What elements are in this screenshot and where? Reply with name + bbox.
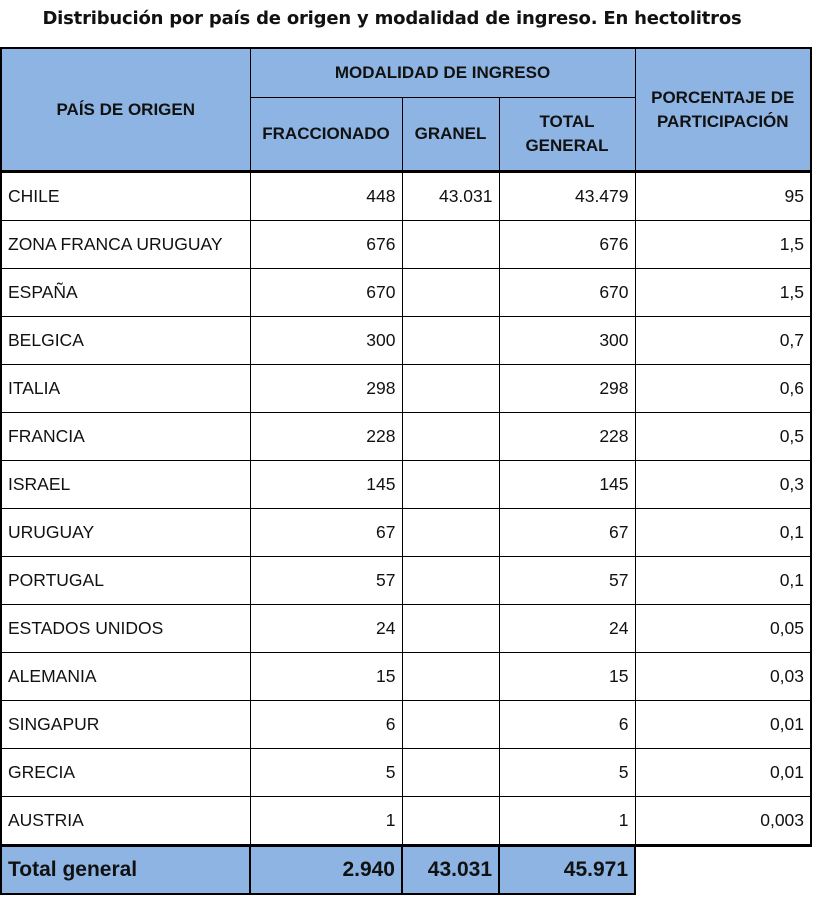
granel-cell bbox=[402, 701, 499, 749]
table-row bbox=[1, 269, 811, 317]
total-cell: 1 bbox=[499, 797, 635, 846]
percentage-cell: 0,3 bbox=[635, 461, 811, 509]
country-cell: ESPAÑA bbox=[1, 269, 250, 317]
percentage-cell: 1,5 bbox=[635, 221, 811, 269]
percentage-cell: 1,5 bbox=[635, 269, 811, 317]
fraccionado-cell: 6 bbox=[250, 701, 402, 749]
fraccionado-cell: 676 bbox=[250, 221, 402, 269]
header-porcentaje: PORCENTAJE DE PARTICIPACIÓN bbox=[635, 48, 811, 172]
granel-cell bbox=[402, 317, 499, 365]
fraccionado-cell: 145 bbox=[250, 461, 402, 509]
table-row bbox=[1, 221, 811, 269]
fraccionado-cell: 300 bbox=[250, 317, 402, 365]
header-total: TOTAL GENERAL bbox=[499, 98, 635, 172]
total-cell: 670 bbox=[499, 269, 635, 317]
total-cell: 6 bbox=[499, 701, 635, 749]
country-cell: SINGAPUR bbox=[1, 701, 250, 749]
fraccionado-cell: 1 bbox=[250, 797, 402, 846]
country-cell: ZONA FRANCA URUGUAY bbox=[1, 221, 250, 269]
total-cell: 145 bbox=[499, 461, 635, 509]
table-row bbox=[1, 317, 811, 365]
country-cell: ESTADOS UNIDOS bbox=[1, 605, 250, 653]
total-cell: 5 bbox=[499, 749, 635, 797]
fraccionado-cell: 5 bbox=[250, 749, 402, 797]
percentage-cell: 0,5 bbox=[635, 413, 811, 461]
total-cell: 57 bbox=[499, 557, 635, 605]
total-label: Total general bbox=[1, 846, 250, 895]
granel-cell bbox=[402, 509, 499, 557]
percentage-cell: 0,7 bbox=[635, 317, 811, 365]
fraccionado-cell: 57 bbox=[250, 557, 402, 605]
percentage-cell: 95 bbox=[635, 172, 811, 221]
table-row bbox=[1, 557, 811, 605]
table-row bbox=[1, 365, 811, 413]
total-cell: 24 bbox=[499, 605, 635, 653]
country-cell: PORTUGAL bbox=[1, 557, 250, 605]
table-row bbox=[1, 461, 811, 509]
table-row bbox=[1, 797, 811, 846]
table-row bbox=[1, 605, 811, 653]
table-row bbox=[1, 509, 811, 557]
granel-cell bbox=[402, 413, 499, 461]
percentage-cell: 0,1 bbox=[635, 509, 811, 557]
granel-cell bbox=[402, 269, 499, 317]
country-cell: AUSTRIA bbox=[1, 797, 250, 846]
fraccionado-cell: 15 bbox=[250, 653, 402, 701]
fraccionado-cell: 298 bbox=[250, 365, 402, 413]
percentage-cell: 0,01 bbox=[635, 749, 811, 797]
total-cell: 298 bbox=[499, 365, 635, 413]
country-cell: FRANCIA bbox=[1, 413, 250, 461]
header-modalidad: MODALIDAD DE INGRESO bbox=[250, 48, 635, 98]
total-granel: 43.031 bbox=[402, 846, 499, 895]
table-row bbox=[1, 172, 811, 221]
data-table bbox=[0, 47, 812, 895]
percentage-cell: 0,03 bbox=[635, 653, 811, 701]
table-row bbox=[1, 653, 811, 701]
percentage-cell: 0,01 bbox=[635, 701, 811, 749]
table-row bbox=[1, 413, 811, 461]
granel-cell bbox=[402, 461, 499, 509]
granel-cell bbox=[402, 653, 499, 701]
country-cell: GRECIA bbox=[1, 749, 250, 797]
chart-title: Distribución por país de origen y modalidad de ingreso. En hectolitros bbox=[42, 8, 742, 29]
granel-cell bbox=[402, 557, 499, 605]
country-cell: URUGUAY bbox=[1, 509, 250, 557]
granel-cell bbox=[402, 365, 499, 413]
total-fraccionado: 2.940 bbox=[250, 846, 402, 895]
table-body bbox=[1, 172, 811, 895]
fraccionado-cell: 448 bbox=[250, 172, 402, 221]
fraccionado-cell: 228 bbox=[250, 413, 402, 461]
granel-cell: 43.031 bbox=[402, 172, 499, 221]
header-country: PAÍS DE ORIGEN bbox=[1, 48, 250, 172]
granel-cell bbox=[402, 221, 499, 269]
total-cell: 67 bbox=[499, 509, 635, 557]
table-row bbox=[1, 701, 811, 749]
header-granel: GRANEL bbox=[402, 98, 499, 172]
granel-cell bbox=[402, 605, 499, 653]
total-cell: 228 bbox=[499, 413, 635, 461]
percentage-cell: 0,003 bbox=[635, 797, 811, 846]
country-cell: ISRAEL bbox=[1, 461, 250, 509]
fraccionado-cell: 670 bbox=[250, 269, 402, 317]
granel-cell bbox=[402, 797, 499, 846]
percentage-cell: 0,6 bbox=[635, 365, 811, 413]
total-row bbox=[1, 846, 811, 895]
percentage-cell: 0,05 bbox=[635, 605, 811, 653]
total-general: 45.971 bbox=[499, 846, 635, 895]
total-blank-cell bbox=[635, 846, 811, 895]
fraccionado-cell: 67 bbox=[250, 509, 402, 557]
total-cell: 15 bbox=[499, 653, 635, 701]
percentage-cell: 0,1 bbox=[635, 557, 811, 605]
country-cell: ITALIA bbox=[1, 365, 250, 413]
total-cell: 676 bbox=[499, 221, 635, 269]
country-cell: BELGICA bbox=[1, 317, 250, 365]
fraccionado-cell: 24 bbox=[250, 605, 402, 653]
granel-cell bbox=[402, 749, 499, 797]
table-row bbox=[1, 749, 811, 797]
country-cell: CHILE bbox=[1, 172, 250, 221]
country-cell: ALEMANIA bbox=[1, 653, 250, 701]
total-cell: 300 bbox=[499, 317, 635, 365]
header-fraccionado: FRACCIONADO bbox=[250, 98, 402, 172]
total-cell: 43.479 bbox=[499, 172, 635, 221]
